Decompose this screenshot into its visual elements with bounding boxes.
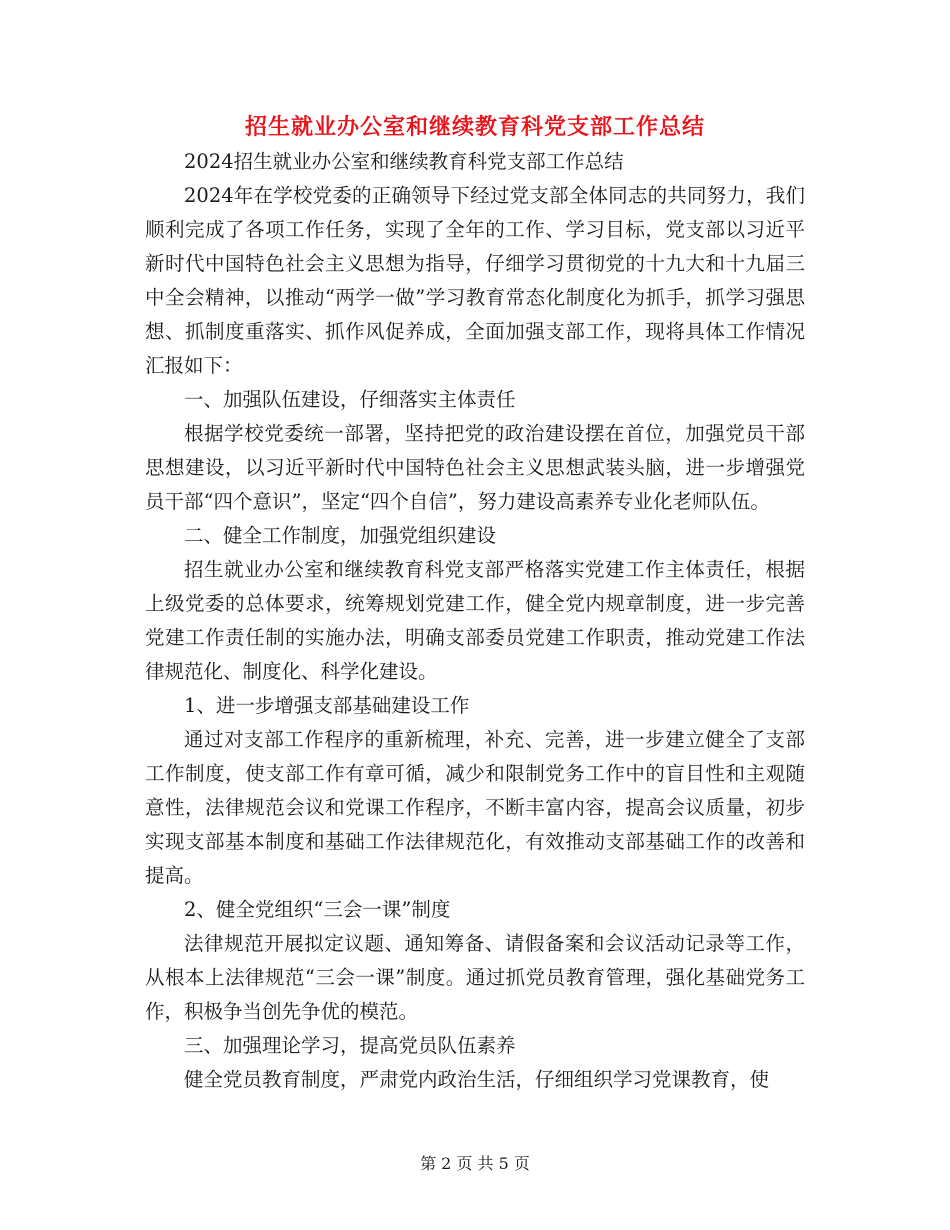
subsection-heading-2: 2、健全党组织“三会一课”制度 — [184, 898, 451, 921]
section-heading-1: 一、加强队伍建设，仔细落实主体责任 — [184, 388, 516, 411]
paragraph: 法律规范开展拟定议题、通知筹备、请假备案和会议活动记录等工作，从根本上法律规范“三会一课”制度。通过抓党员教育管理，强化基础党务工作，积极争当创先争优的模范。 — [145, 932, 805, 1023]
subsection-heading-1: 1、进一步增强支部基础建设工作 — [184, 694, 470, 717]
document-body — [145, 145, 805, 1097]
paragraph: 通过对支部工作程序的重新梳理，补充、完善，进一步建立健全了支部工作制度，使支部工作有章可循，减少和限制党务工作中的盲目性和主观随意性，法律规范会议和党课工作程序，不断丰富内容，提高会议质量，初步实现支部基本制度和基础工作法律规范化，有效推动支部基础工作的改善和提高。 — [145, 728, 805, 887]
paragraph: 健全党员教育制度，严肃党内政治生活，仔细组织学习党课教育，使 — [184, 1068, 770, 1091]
section-heading-2: 二、健全工作制度，加强党组织建设 — [184, 524, 497, 547]
paragraph-subtitle: 2024招生就业办公室和继续教育科党支部工作总结 — [184, 150, 624, 173]
paragraph: 根据学校党委统一部署，坚持把党的政治建设摆在首位，加强党员干部思想建设，以习近平新时代中国特色社会主义思想武装头脑，进一步增强党员干部“四个意识”，坚定“四个自信”，努力建设高素养专业化老师队伍。 — [145, 422, 805, 513]
section-heading-3: 三、加强理论学习，提高党员队伍素养 — [184, 1034, 516, 1057]
paragraph-intro: 2024年在学校党委的正确领导下经过党支部全体同志的共同努力，我们顺利完成了各项工作任务，实现了全年的工作、学习目标，党支部以习近平新时代中国特色社会主义思想为指导，仔细学习贯彻党的十九大和十九届三中全会精神，以推动“两学一做”学习教育常态化制度化为抓手，抓学习强思想、抓制度重落实、抓作风促养成，全面加强支部工作，现将具体工作情况汇报如下： — [145, 184, 805, 377]
document-title: 招生就业办公室和继续教育科党支部工作总结 — [244, 114, 705, 140]
page-footer: 第 2 页 共 5 页 — [420, 1154, 530, 1173]
paragraph: 招生就业办公室和继续教育科党支部严格落实党建工作主体责任，根据上级党委的总体要求，统筹规划党建工作，健全党内规章制度，进一步完善党建工作责任制的实施办法，明确支部委员党建工作职责，推动党建工作法律规范化、制度化、科学化建设。 — [145, 558, 805, 683]
